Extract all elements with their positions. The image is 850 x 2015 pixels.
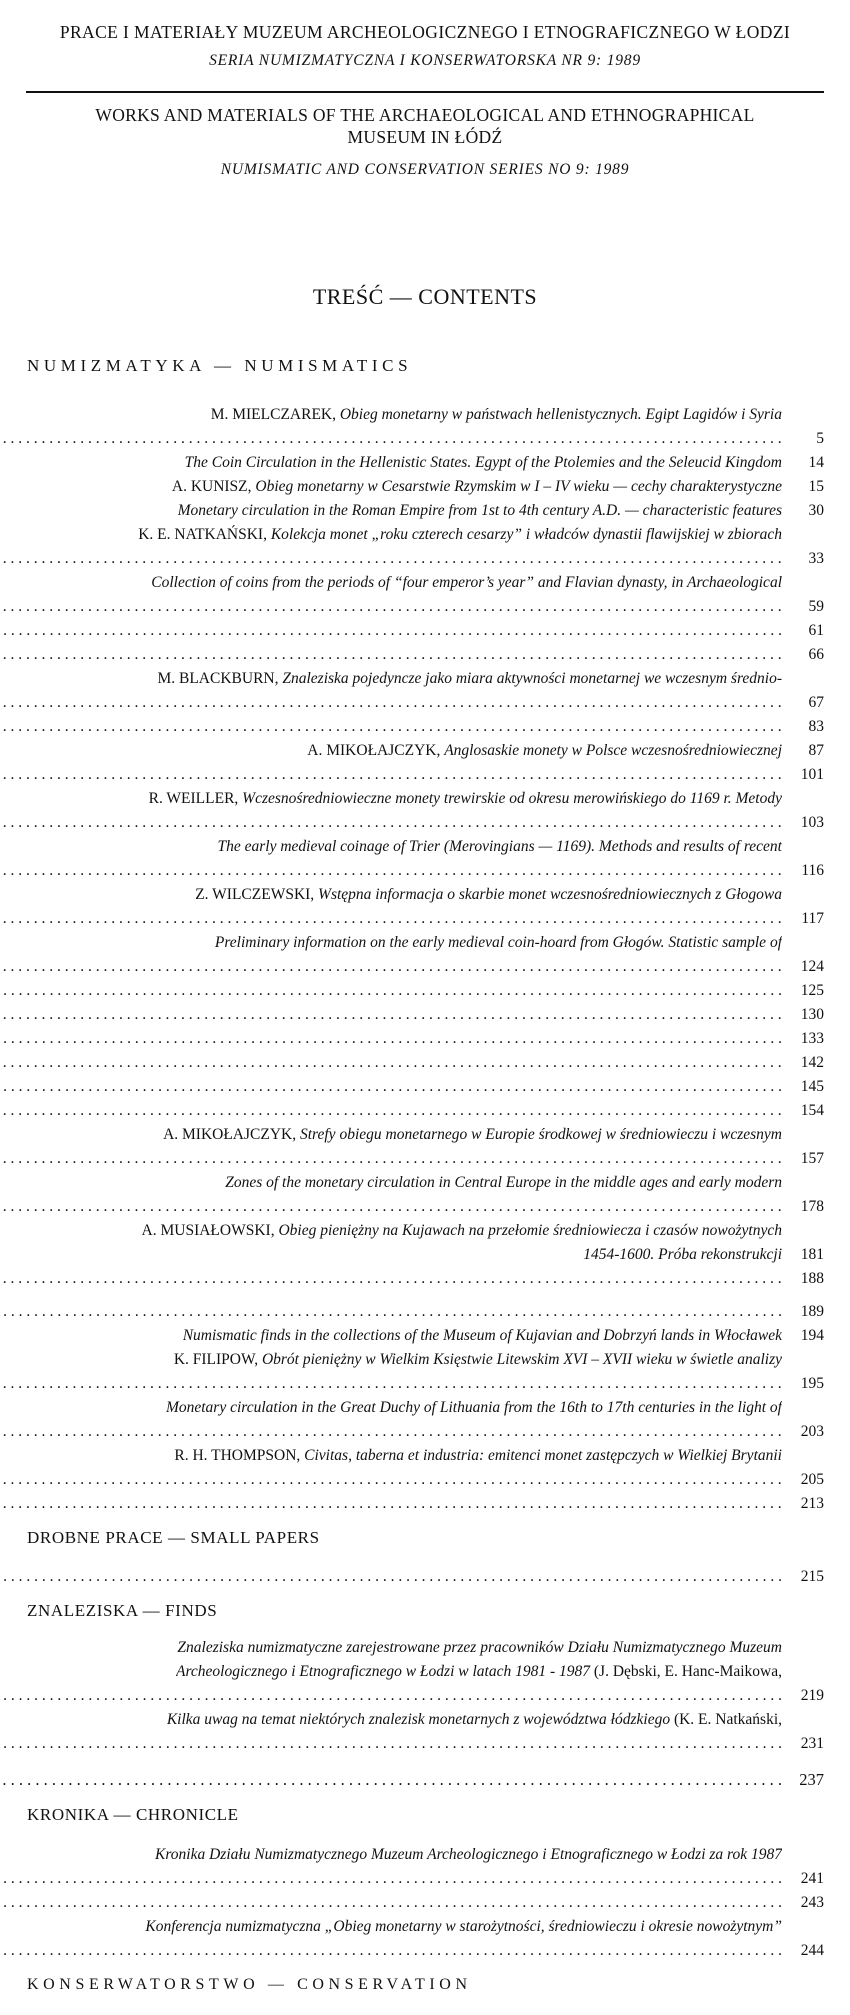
- toc-line: [55, 1468, 824, 1492]
- page-number: 61: [808, 622, 824, 639]
- toc-line: A. MUSIAŁOWSKI, Obieg pieniężny na Kujawach na przełomie średniowiecza i czasów nowożytnych: [141, 1222, 782, 1239]
- page-number: 154: [800, 1102, 824, 1119]
- toc-line: [55, 643, 824, 667]
- page-number: 243: [800, 1894, 824, 1911]
- toc-line: [55, 1267, 824, 1291]
- toc-line: [55, 907, 824, 931]
- toc-line: Z. WILCZEWSKI, Wstępna informacja o skarbie monet wczesnośredniowiecznych z Głogowa: [195, 886, 782, 903]
- toc-line: [55, 1051, 824, 1075]
- toc-line: Monetary circulation in the Roman Empire from 1st to 4th century A.D. — characteristic features 30: [55, 499, 824, 523]
- toc-line: 1454-1600. Próba rekonstrukcji 181: [55, 1243, 824, 1267]
- toc-line: M. MIELCZAREK, Obieg monetarny w państwach hellenistycznych. Egipt Lagidów i Syria: [210, 406, 782, 423]
- toc-line: [55, 1372, 824, 1396]
- toc-line: The early medieval coinage of Trier (Merovingians — 1169). Methods and results of recent: [217, 838, 782, 855]
- toc-line: Znaleziska numizmatyczne zarejestrowane przez pracowników Działu Numizmatycznego Muzeum: [177, 1639, 782, 1656]
- toc-line: [27, 1300, 824, 1324]
- page-number: 189: [800, 1303, 824, 1320]
- toc-line: Monetary circulation in the Great Duchy of Lithuania from the 16th to 17th centuries in the light of: [165, 1399, 782, 1416]
- page-number: 103: [800, 814, 824, 831]
- toc-line: Numismatic finds in the collections of the Museum of Kujavian and Dobrzyń lands in Włocławek 194: [55, 1324, 824, 1348]
- page-number: 130: [800, 1006, 824, 1023]
- series-title-pl: SERIA NUMIZMATYCZNA I KONSERWATORSKA NR 9: 1989: [209, 52, 641, 69]
- toc-line: K. FILIPOW, Obrót pieniężny w Wielkim Księstwie Litewskim XVI – XVII wieku w świetle analizy: [173, 1351, 782, 1368]
- page-number: 66: [808, 646, 824, 663]
- toc-line: The Coin Circulation in the Hellenistic States. Egypt of the Ptolemies and the Seleucid Kingdom 14: [55, 451, 824, 475]
- page-number: 205: [800, 1471, 824, 1488]
- toc-line: Archeologicznego i Etnograficznego w Łodzi w latach 1981 - 1987 (J. Dębski, E. Hanc-Maikowa,: [175, 1663, 782, 1680]
- page-number: 117: [801, 910, 824, 927]
- page-number: 142: [800, 1054, 824, 1071]
- toc-line: [55, 811, 824, 835]
- toc-line: Kronika Działu Numizmatycznego Muzeum Archeologicznego i Etnograficznego w Łodzi za rok 1987: [155, 1846, 782, 1863]
- page-number: 241: [800, 1870, 824, 1887]
- page-number: 124: [800, 958, 824, 975]
- page-number: 244: [800, 1942, 824, 1959]
- page-number: 188: [800, 1270, 824, 1287]
- toc-line: K. E. NATKAŃSKI, Kolekcja monet „roku czterech cesarzy” i władców dynastii flawijskiej w zbiorach: [138, 526, 782, 543]
- toc-line: Zones of the monetary circulation in Central Europe in the middle ages and early modern: [225, 1174, 782, 1191]
- toc-line: R. H. THOMPSON, Civitas, taberna et industria: emitenci monet zastępczych w Wielkiej Brytanii: [174, 1447, 782, 1464]
- page-number: 145: [800, 1078, 824, 1095]
- toc-line: [55, 691, 824, 715]
- toc-line: [55, 1939, 824, 1963]
- page-number: 83: [808, 718, 824, 735]
- page-number: 237: [799, 1770, 824, 1789]
- toc-line: [55, 1195, 824, 1219]
- page-number: 33: [808, 550, 824, 567]
- toc-line: [27, 979, 824, 1003]
- toc-line: [55, 1003, 824, 1027]
- toc-line: [55, 1492, 824, 1516]
- page-number: 133: [800, 1030, 824, 1047]
- toc-line: [55, 1867, 824, 1891]
- toc-line: M. BLACKBURN, Znaleziska pojedyncze jako miara aktywności monetarnej we wczesnym średnio-: [157, 670, 782, 687]
- page-number: 67: [808, 694, 824, 711]
- page-number: 203: [800, 1423, 824, 1440]
- toc-line: [55, 547, 824, 571]
- section-heading-conservation: KONSERWATORSTWO — CONSERVATION: [27, 1976, 472, 1993]
- toc-line: A. MIKOŁAJCZYK, Anglosaskie monety w Polsce wczesnośredniowiecznej 87: [27, 739, 824, 763]
- toc-line: A. MIKOŁAJCZYK, Strefy obiegu monetarnego w Europie środkowej w średniowieczu i wczesnym: [163, 1126, 782, 1143]
- toc-line: [55, 427, 824, 451]
- page-number: 101: [800, 766, 824, 783]
- page-number: 157: [800, 1150, 824, 1167]
- section-heading-small-papers: DROBNE PRACE — SMALL PAPERS: [27, 1528, 320, 1547]
- toc-line: [55, 595, 824, 619]
- publication-title-pl: PRACE I MATERIAŁY MUZEUM ARCHEOLOGICZNEGO I ETNOGRAFICZNEGO W ŁODZI: [59, 22, 791, 42]
- toc-line-polemics: [27, 1768, 824, 1792]
- contents-heading: TREŚĆ — CONTENTS: [312, 284, 538, 309]
- toc-line: Preliminary information on the early medieval coin-hoard from Głogów. Statistic sample of: [214, 934, 782, 951]
- toc-line: [27, 1027, 824, 1051]
- section-heading-chronicle: KRONIKA — CHRONICLE: [27, 1805, 239, 1824]
- series-title-en: NUMISMATIC AND CONSERVATION SERIES NO 9: 1989: [220, 161, 630, 178]
- page-number: 87: [808, 742, 824, 759]
- page-number: 178: [800, 1198, 824, 1215]
- toc-line: [27, 1075, 824, 1099]
- toc-line: [55, 1732, 824, 1756]
- toc-line: [55, 715, 824, 739]
- page-number: 215: [800, 1568, 824, 1585]
- page-number: 219: [800, 1687, 824, 1704]
- section-heading-numismatics: NUMIZMATYKA — NUMISMATICS: [27, 356, 413, 375]
- toc-line: [55, 1099, 824, 1123]
- toc-line: Collection of coins from the periods of “four emperor’s year” and Flavian dynasty, in Archaeological: [151, 574, 782, 591]
- toc-line: [55, 1420, 824, 1444]
- toc-line: [55, 1147, 824, 1171]
- page-number: 213: [800, 1495, 824, 1512]
- toc-line: [55, 955, 824, 979]
- toc-line: [27, 619, 824, 643]
- toc-line: [27, 1891, 824, 1915]
- toc-line: Kilka uwag na temat niektórych znalezisk monetarnych z województwa łódzkiego (K. E. Natkański,: [166, 1711, 782, 1728]
- page-number: 5: [816, 430, 824, 447]
- toc-line: R. WEILLER, Wczesnośredniowieczne monety trewirskie od okresu merowińskiego do 1169 r. Metody: [148, 790, 782, 807]
- page-number: 59: [808, 598, 824, 615]
- toc-line: [55, 1565, 824, 1589]
- toc-line: Konferencja numizmatyczna „Obieg monetarny w starożytności, średniowieczu i okresie nowożytnym”: [145, 1918, 782, 1935]
- toc-line: [55, 763, 824, 787]
- header-divider: [26, 91, 824, 93]
- section-heading-finds: ZNALEZISKA — FINDS: [27, 1601, 218, 1620]
- toc-line: A. KUNISZ, Obieg monetarny w Cesarstwie Rzymskim w I – IV wieku — cechy charakterystyczne 15: [27, 475, 824, 499]
- page-number: 231: [800, 1735, 824, 1752]
- page-number: 194: [800, 1327, 824, 1344]
- page-number: 15: [808, 478, 824, 495]
- toc-line: [55, 859, 824, 883]
- page-number: 195: [800, 1375, 824, 1392]
- page-number: 116: [801, 862, 824, 879]
- page-number: 181: [800, 1246, 824, 1263]
- page-number: 30: [808, 502, 824, 519]
- page-number: 14: [808, 454, 824, 471]
- page-number: 125: [800, 982, 824, 999]
- toc-line: [55, 1684, 824, 1708]
- publication-title-en: WORKS AND MATERIALS OF THE ARCHAEOLOGICAL AND ETHNOGRAPHICAL MUSEUM IN ŁÓDŹ: [95, 105, 755, 147]
